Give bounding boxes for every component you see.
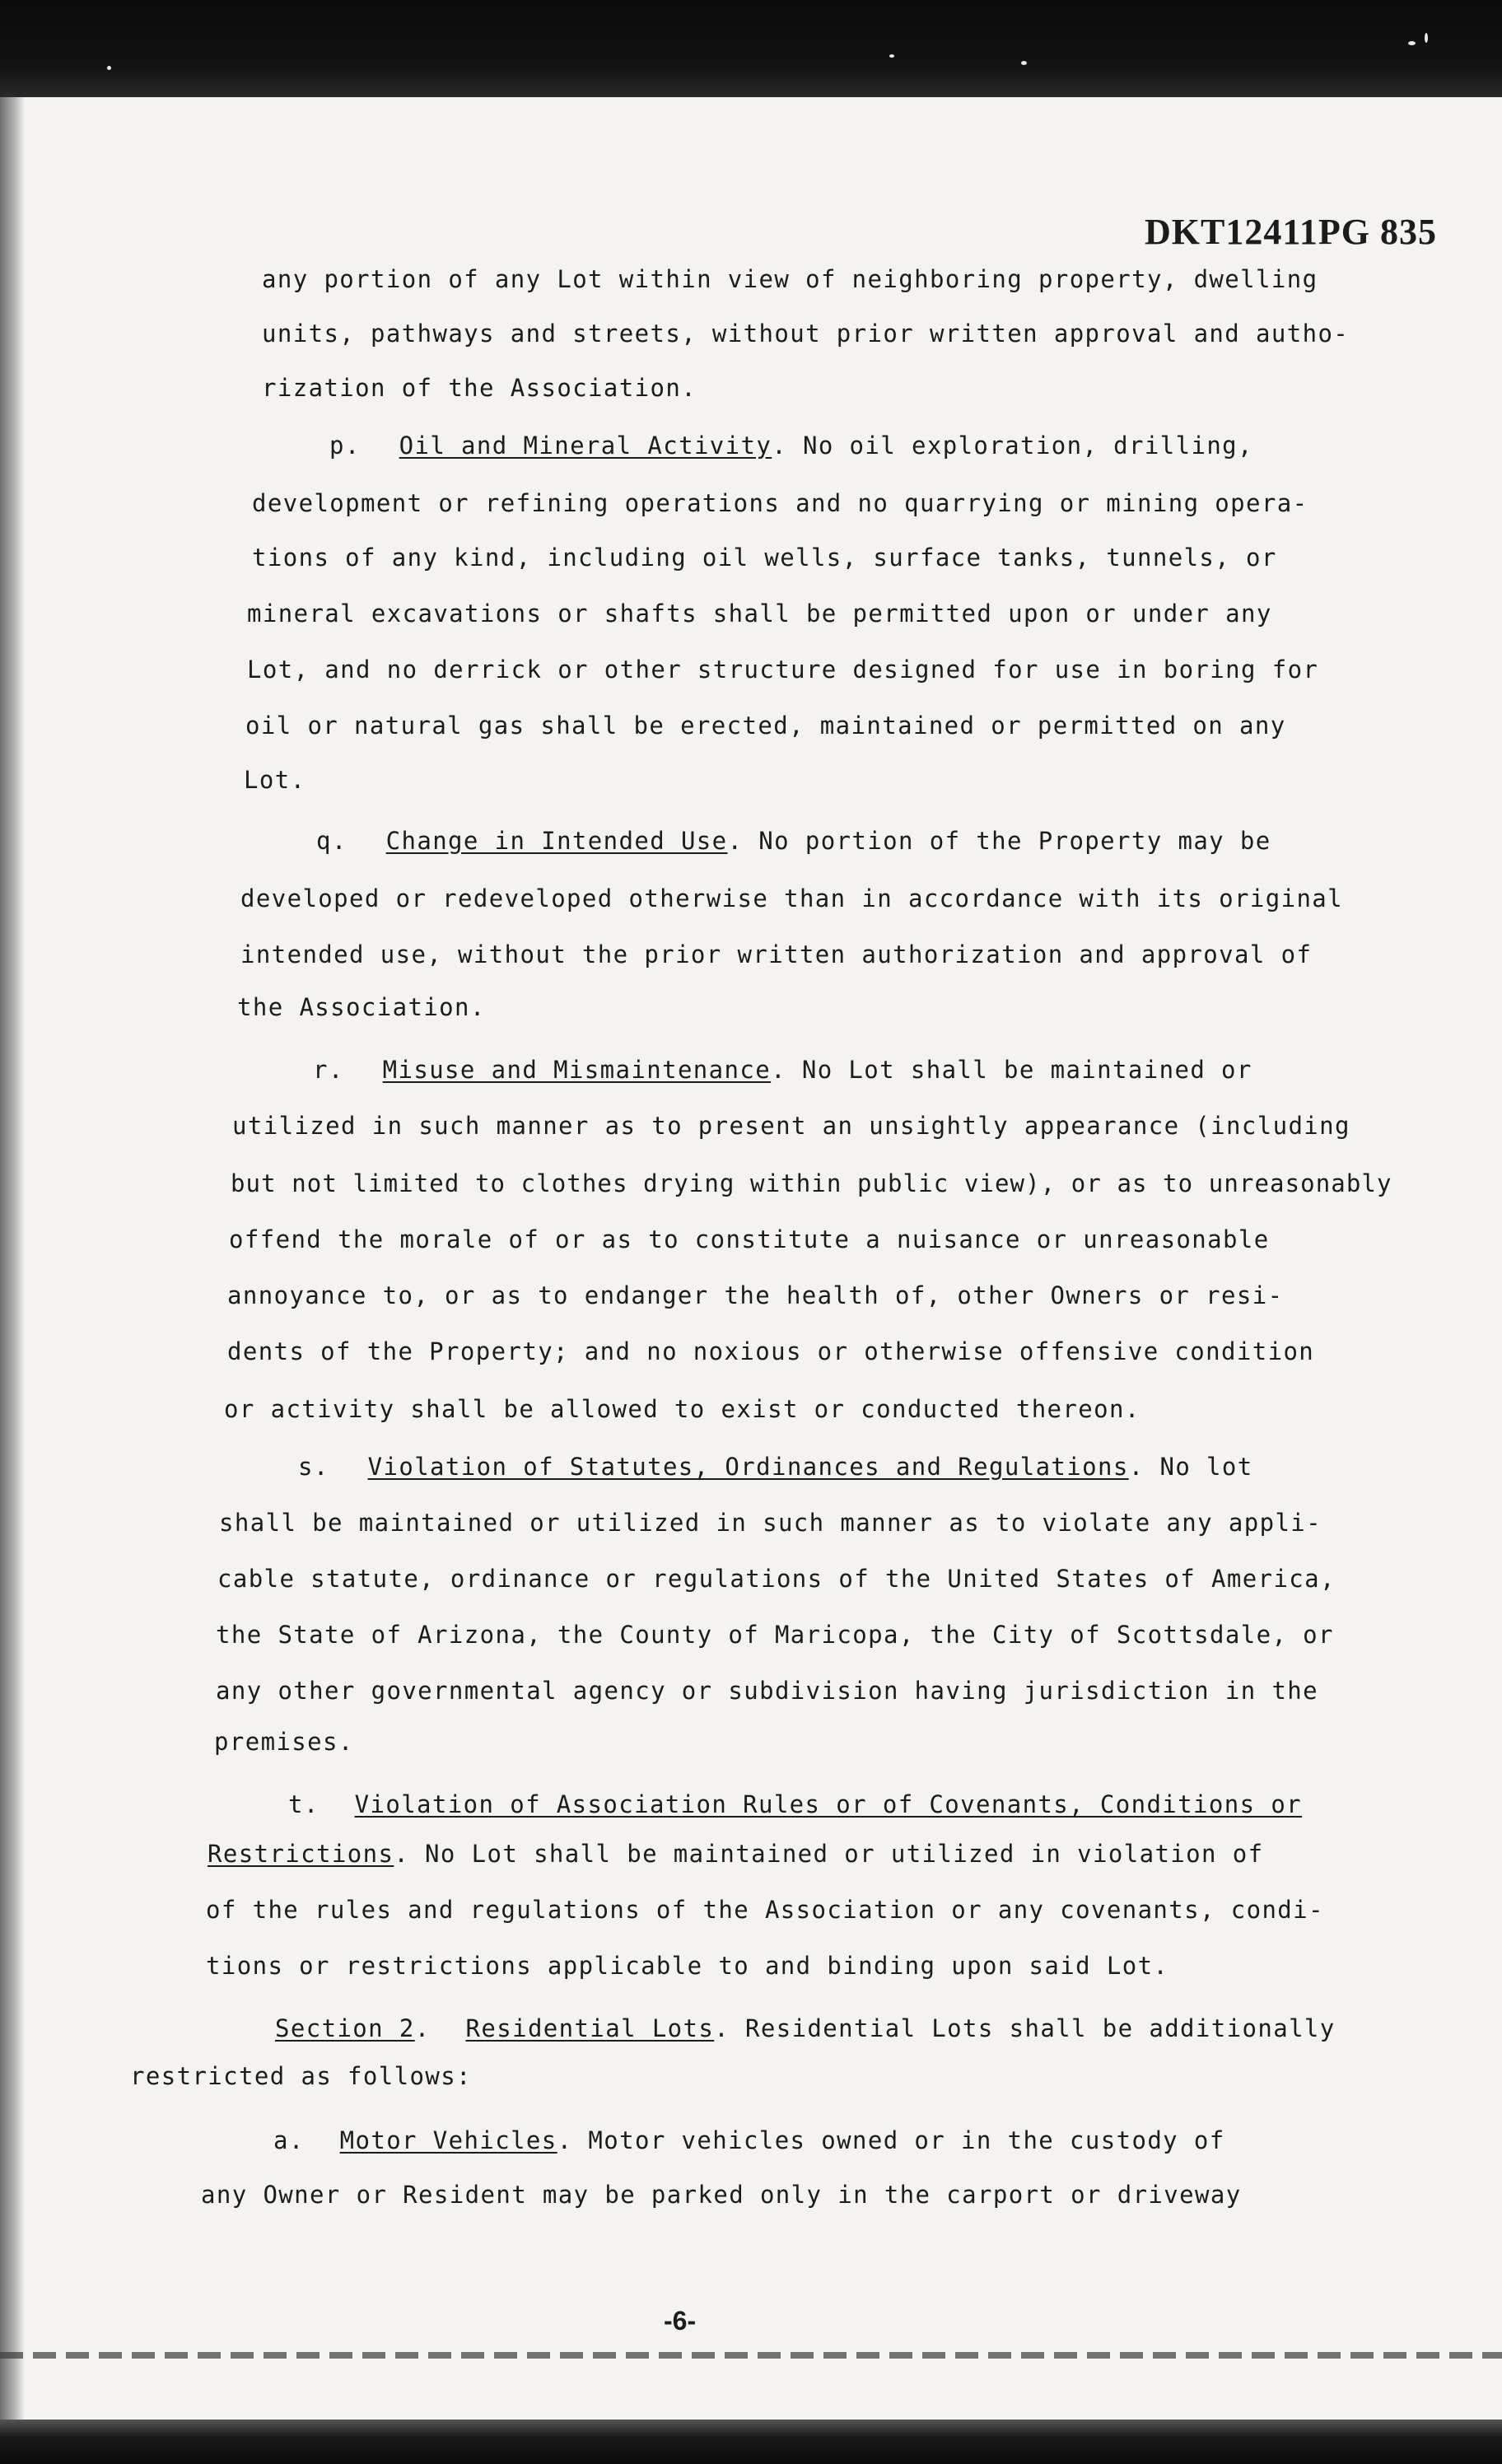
text-line-rest: . No Lot shall be maintained or utilized in violation of — [394, 1840, 1264, 1868]
scan-dash-rule — [0, 2352, 1502, 2359]
text-line: units, pathways and streets, without prior written approval and autho- — [262, 320, 1350, 348]
text-line: any other governmental agency or subdivision having jurisdiction in the — [216, 1677, 1319, 1705]
text-line: Lot. — [244, 766, 306, 794]
text-line: cable statute, ordinance or regulations of the United States of America, — [217, 1565, 1336, 1593]
item-number: a. — [273, 2126, 305, 2154]
text-line: or activity shall be allowed to exist or conducted thereon. — [224, 1395, 1140, 1423]
text-line: any Owner or Resident may be parked only in the carport or driveway — [201, 2181, 1242, 2209]
section-title: Motor Vehicles — [339, 2126, 557, 2154]
text-line: . Residential Lots shall be additionally — [714, 2014, 1336, 2042]
text-line — [208, 1840, 1263, 1868]
section-label: Section 2 — [275, 2014, 415, 2042]
section-title: Change in Intended Use — [385, 827, 728, 855]
book-page-stamp: DKT12411PG 835 — [1145, 212, 1438, 252]
text-line: premises. — [214, 1728, 354, 1756]
section-title: Residential Lots — [465, 2014, 715, 2042]
page-number: -6- — [664, 2306, 697, 2336]
text-line: any portion of any Lot within view of neighboring property, dwelling — [262, 265, 1318, 293]
text-line: . No Lot shall be maintained or — [771, 1056, 1252, 1084]
item-number: r. — [313, 1056, 344, 1084]
text-line: dents of the Property; and no noxious or otherwise offensive condition — [227, 1337, 1315, 1365]
section-title-cont: Restrictions — [208, 1840, 394, 1868]
paragraph-heading-s — [298, 1453, 1253, 1481]
text-line: shall be maintained or utilized in such manner as to violate any appli- — [219, 1509, 1322, 1537]
text-line: . No oil exploration, drilling, — [772, 432, 1253, 460]
item-number: t. — [288, 1790, 320, 1818]
text-line: utilized in such manner as to present an unsightly appearance (including — [232, 1112, 1350, 1140]
text-line: tions of any kind, including oil wells, surface tanks, tunnels, or — [252, 544, 1277, 572]
text-line: offend the morale of or as to constitute a nuisance or unreasonable — [229, 1225, 1270, 1253]
text-line: annoyance to, or as to endanger the health of, other Owners or resi- — [227, 1281, 1284, 1309]
text-line: . No lot — [1128, 1453, 1253, 1481]
paragraph-heading-r — [313, 1056, 1252, 1084]
paragraph-heading-p — [329, 432, 1253, 460]
item-number: p. — [329, 432, 361, 460]
text-line: tions or restrictions applicable to and binding upon said Lot. — [206, 1952, 1169, 1980]
section-title: Oil and Mineral Activity — [399, 432, 772, 460]
text-line: of the rules and regulations of the Association or any covenants, condi- — [206, 1896, 1324, 1924]
text-line: rization of the Association. — [262, 374, 697, 402]
text-line: developed or redeveloped otherwise than in accordance with its original — [240, 884, 1344, 912]
text-line: Lot, and no derrick or other structure designed for use in boring for — [247, 656, 1319, 684]
text-line: but not limited to clothes drying within public view), or as to unreasonably — [231, 1169, 1392, 1197]
text-line: mineral excavations or shafts shall be permitted upon or under any — [247, 600, 1272, 628]
item-number: q. — [316, 827, 348, 855]
text-line: the Association. — [237, 993, 486, 1021]
paragraph-heading-t — [288, 1790, 1302, 1818]
paragraph-heading-q — [316, 827, 1271, 855]
section-title: Violation of Statutes, Ordinances and Regulations — [367, 1453, 1129, 1481]
text-line: development or refining operations and no quarrying or mining opera- — [252, 489, 1308, 517]
section-title: Misuse and Mismaintenance — [382, 1056, 772, 1084]
text-line: restricted as follows: — [130, 2062, 472, 2090]
section-2-heading: Section 2. Residential Lots. Residential Lots shall be additionally — [275, 2014, 1336, 2042]
text-line: the State of Arizona, the County of Maricopa, the City of Scottsdale, or — [216, 1621, 1334, 1649]
text-line: intended use, without the prior written authorization and approval of — [240, 940, 1313, 968]
text-line: . No portion of the Property may be — [727, 827, 1271, 855]
item-number: s. — [298, 1453, 329, 1481]
scan-bottom-border — [0, 2420, 1502, 2464]
paragraph-heading-a — [273, 2126, 1225, 2154]
text-line: oil or natural gas shall be erected, maintained or permitted on any — [245, 712, 1286, 740]
section-title: Violation of Association Rules or of Covenants, Conditions or — [354, 1790, 1303, 1818]
text-line: . Motor vehicles owned or in the custody of — [557, 2126, 1225, 2154]
